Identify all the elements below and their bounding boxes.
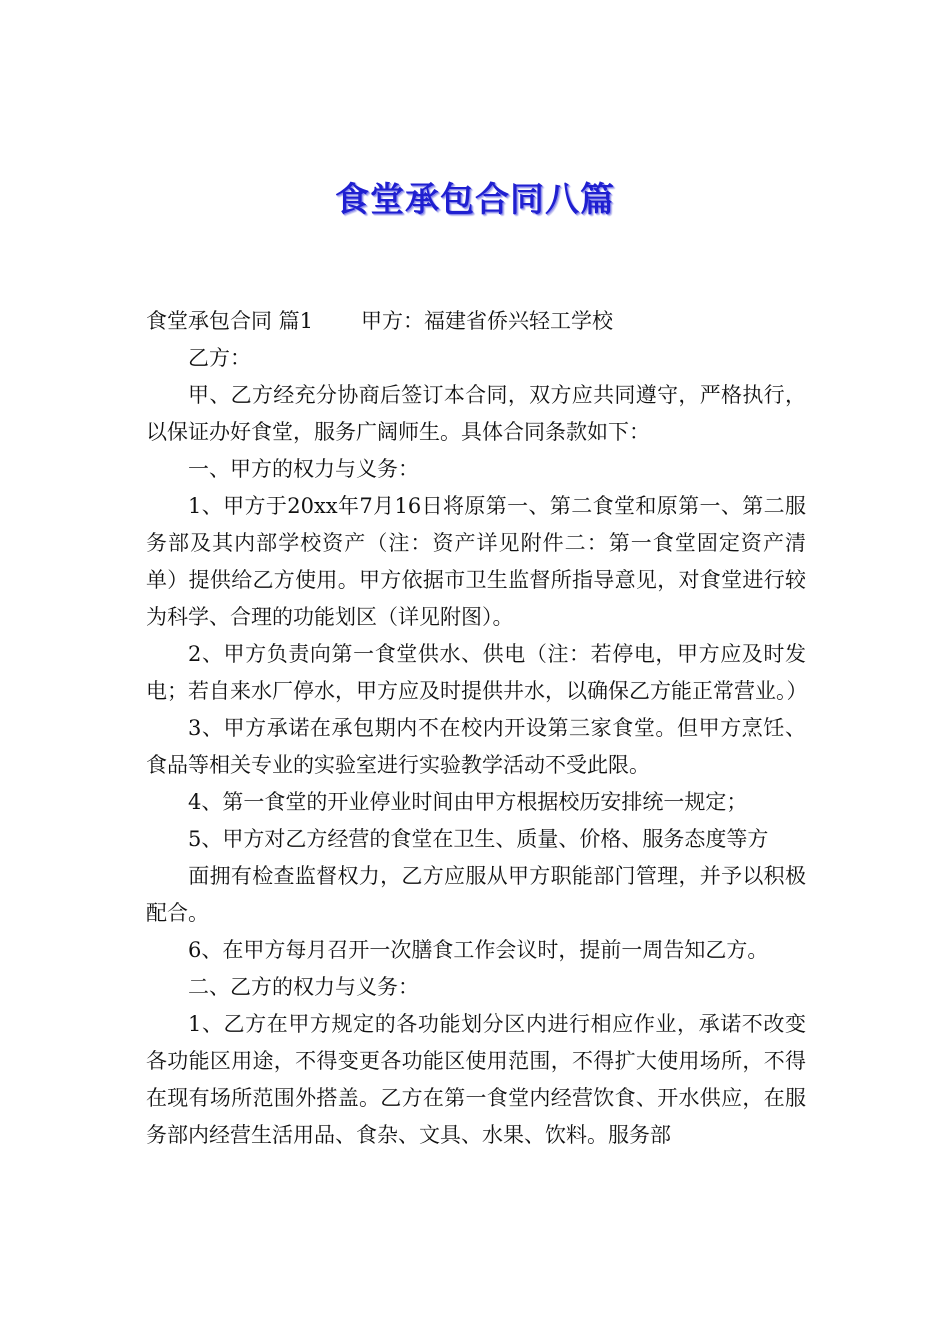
party-b: 乙方： bbox=[188, 346, 251, 370]
first-line bbox=[146, 303, 806, 340]
paragraph: 5、甲方对乙方经营的食堂在卫生、质量、价格、服务态度等方 bbox=[188, 827, 769, 851]
paragraph: 甲、乙方经充分协商后签订本合同，双方应共同遵守，严格执行，以保证办好食堂，服务广阔师生。具体合同条款如下： bbox=[146, 383, 806, 444]
document-body bbox=[146, 303, 806, 1154]
section-heading: 食堂承包合同 篇1 bbox=[146, 309, 314, 333]
paragraph: 3、甲方承诺在承包期内不在校内开设第三家食堂。但甲方烹饪、食品等相关专业的实验室进行实验教学活动不受此限。 bbox=[146, 716, 806, 777]
paragraph: 6、在甲方每月召开一次膳食工作会议时，提前一周告知乙方。 bbox=[188, 938, 769, 962]
section-heading-2: 二、乙方的权力与义务： bbox=[188, 975, 419, 999]
paragraph: 1、乙方在甲方规定的各功能划分区内进行相应作业，承诺不改变各功能区用途，不得变更各功能区使用范围，不得扩大使用场所，不得在现有场所范围外搭盖。乙方在第一食堂内经营饮食、开水供应，在服务部内经营生活用品、食杂、文具、水果、饮料。服务部 bbox=[146, 1012, 806, 1147]
paragraph: 4、第一食堂的开业停业时间由甲方根据校历安排统一规定； bbox=[188, 790, 748, 814]
paragraph: 1、甲方于20xx年7月16日将原第一、第二食堂和原第一、第二服务部及其内部学校资产（注：资产详见附件二：第一食堂固定资产清单）提供给乙方使用。甲方依据市卫生监督所指导意见，对食堂进行较为科学、合理的功能划区（详见附图）。 bbox=[146, 494, 806, 629]
paragraph: 2、甲方负责向第一食堂供水、供电（注：若停电，甲方应及时发电；若自来水厂停水，甲方应及时提供井水，以确保乙方能正常营业。） bbox=[146, 642, 808, 703]
section-heading-1: 一、甲方的权力与义务： bbox=[188, 457, 419, 481]
party-a: 甲方：福建省侨兴轻工学校 bbox=[361, 309, 614, 333]
document-title: 食堂承包合同八篇 bbox=[335, 180, 615, 220]
paragraph-continuation: 面拥有检查监督权力，乙方应服从甲方职能部门管理，并予以积极配合。 bbox=[146, 864, 806, 925]
